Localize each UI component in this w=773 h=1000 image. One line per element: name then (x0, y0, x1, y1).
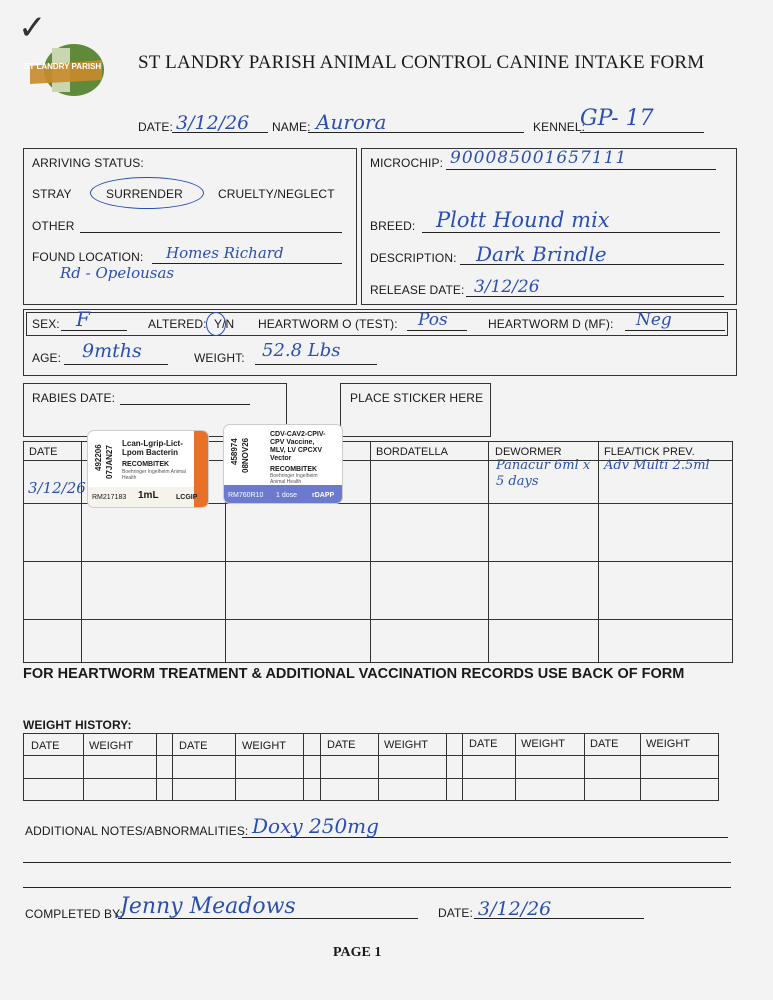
sticker2-brand: RECOMBITEK (270, 466, 318, 473)
notes-line-2 (23, 862, 731, 863)
page-number: PAGE 1 (333, 945, 382, 960)
wh-col-line-5 (303, 733, 304, 801)
vaccine-col-line-1 (81, 441, 82, 663)
sticker2-lot: 458974 (230, 438, 239, 465)
altered-value[interactable]: Y/N (214, 317, 235, 331)
weight-label: WEIGHT: (194, 351, 245, 365)
wh-col-line-2 (156, 733, 157, 801)
other-line (80, 232, 342, 233)
wh-col-line-1 (83, 733, 84, 801)
sticker2-name: CDV-CAV2-CPIV-CPV Vaccine, MLV, LV CPCXV Vector (270, 431, 326, 462)
vaccine-sticker-leptospira (88, 431, 208, 507)
found-location-label: FOUND LOCATION: (32, 250, 144, 264)
weight-history-header-line (23, 755, 719, 756)
wh-header-weight-2: WEIGHT (242, 740, 286, 752)
vaccine-col-line-4 (488, 441, 489, 663)
vaccine-header-date: DATE (29, 446, 58, 458)
vaccine-header-flea-tick: FLEA/TICK PREV. (604, 446, 695, 458)
sticker1-name: Lcan-Lgrip-Lict-Lpom Bacterin (122, 439, 183, 457)
arriving-status-label: ARRIVING STATUS: (32, 156, 144, 170)
microchip-label: MICROCHIP: (370, 156, 443, 170)
vaccine-header-dewormer: DEWORMER (495, 446, 562, 458)
vaccine-row-line-3 (23, 619, 733, 620)
stray-option[interactable]: STRAY (32, 187, 72, 201)
form-title: ST LANDRY PARISH ANIMAL CONTROL CANINE INTAKE FORM (138, 52, 705, 73)
sticker1-code: LCGIP (176, 494, 198, 501)
name-label: NAME: (272, 120, 311, 134)
date-value[interactable]: 3/12/26 (176, 112, 250, 134)
sex-label: SEX: (32, 317, 60, 331)
sticker2-maker: Boehringer Ingelheim Animal Health (270, 473, 318, 485)
back-of-form-notice: FOR HEARTWORM TREATMENT & ADDITIONAL VACCINATION RECORDS USE BACK OF FORM (23, 666, 685, 682)
sticker1-serial: RM217183 (92, 494, 127, 501)
sticker1-dose: 1mL (138, 490, 159, 501)
altered-y-circle (206, 312, 226, 336)
description-label: DESCRIPTION: (370, 251, 457, 265)
completed-by-signature[interactable]: Jenny Meadows (120, 894, 296, 919)
sticker2-serial: RM760R10 (228, 492, 264, 499)
completed-by-label: COMPLETED BY: (25, 907, 123, 921)
weight-value[interactable]: 52.8 Lbs (262, 340, 341, 361)
vaccine-row1-date[interactable]: 3/12/26 (28, 479, 86, 497)
found-location-line2[interactable]: Rd - Opelousas (60, 264, 175, 282)
sex-value[interactable]: F (76, 307, 90, 331)
wh-header-weight-5: WEIGHT (646, 738, 690, 750)
other-option[interactable]: OTHER (32, 219, 75, 233)
breed-line (422, 232, 720, 233)
wh-col-line-7 (378, 733, 379, 801)
sticker1-brand: RECOMBITEK (122, 461, 170, 468)
heartworm-d-line (625, 330, 725, 331)
age-line (64, 364, 168, 365)
wh-col-line-4 (235, 733, 236, 801)
vaccine-col-line-3 (370, 441, 371, 663)
found-location-line1[interactable]: Homes Richard (166, 244, 284, 262)
microchip-line (446, 169, 716, 170)
wh-header-date-2: DATE (179, 740, 208, 752)
breed-value[interactable]: Plott Hound mix (436, 208, 610, 232)
age-value[interactable]: 9mths (82, 340, 142, 362)
vaccine-row-line-2 (23, 561, 733, 562)
heartworm-test-value[interactable]: Pos (418, 310, 448, 330)
surrender-option[interactable]: SURRENDER (106, 187, 183, 201)
sticker2-dose: 1 dose (276, 492, 298, 499)
sex-line (61, 330, 127, 331)
cruelty-option[interactable]: CRUELTY/NEGLECT (218, 187, 335, 201)
release-date-value[interactable]: 3/12/26 (474, 277, 540, 297)
sticker1-exp: 07JAN27 (105, 445, 114, 479)
vaccine-col-line-5 (598, 441, 599, 663)
name-value[interactable]: Aurora (316, 110, 387, 134)
notes-value[interactable]: Doxy 250mg (252, 814, 379, 838)
sticker2-code: rDAPP (312, 492, 335, 499)
wh-col-line-11 (584, 733, 585, 801)
notes-label: ADDITIONAL NOTES/ABNORMALITIES: (25, 824, 249, 838)
heartworm-d-label: HEARTWORM D (MF): (488, 317, 614, 331)
surrender-circle (90, 177, 204, 209)
kennel-line (580, 132, 704, 133)
kennel-value[interactable]: GP- 17 (580, 106, 654, 131)
wh-col-line-9 (462, 733, 463, 801)
wh-header-date-5: DATE (590, 738, 619, 750)
completed-date-label: DATE: (438, 906, 473, 920)
microchip-value[interactable]: 900085001657111 (450, 148, 628, 168)
found-location-line (152, 263, 342, 264)
vaccine-row1-flea[interactable]: Adv Multi 2.5ml (604, 458, 710, 473)
wh-col-line-3 (172, 733, 173, 801)
wh-header-weight-4: WEIGHT (521, 738, 565, 750)
age-label: AGE: (32, 351, 62, 365)
wh-header-weight-3: WEIGHT (384, 739, 428, 751)
logo-text: ST LANDRY PARISH (24, 62, 102, 71)
vaccine-sticker-dapp (224, 425, 342, 503)
rabies-date-line (120, 404, 250, 405)
kennel-label: KENNEL: (533, 120, 586, 134)
notes-line-3 (23, 887, 731, 888)
vaccine-row1-dewormer[interactable]: Panacur 6ml x 5 days (496, 458, 591, 489)
wh-header-weight-1: WEIGHT (89, 740, 133, 752)
logo-graphic (22, 40, 106, 104)
weight-history-label: WEIGHT HISTORY: (23, 718, 132, 732)
rabies-date-label: RABIES DATE: (32, 391, 115, 405)
place-sticker-label: PLACE STICKER HERE (350, 391, 484, 405)
wh-col-line-8 (446, 733, 447, 801)
heartworm-d-value[interactable]: Neg (636, 310, 672, 330)
altered-label: ALTERED: (148, 317, 207, 331)
completed-date-value[interactable]: 3/12/26 (478, 898, 552, 920)
date-label: DATE: (138, 120, 173, 134)
sticker1-lot: 492206 (94, 444, 103, 471)
description-value[interactable]: Dark Brindle (476, 242, 607, 266)
wh-header-date-4: DATE (469, 738, 498, 750)
heartworm-test-label: HEARTWORM O (TEST): (258, 317, 398, 331)
weight-line (255, 364, 377, 365)
wh-col-line-12 (640, 733, 641, 801)
wh-header-date-1: DATE (31, 740, 60, 752)
parish-logo (22, 40, 106, 104)
sticker2-exp: 08NOV26 (241, 437, 250, 473)
wh-col-line-6 (320, 733, 321, 801)
heartworm-test-line (407, 330, 467, 331)
wh-header-date-3: DATE (327, 739, 356, 751)
breed-label: BREED: (370, 219, 416, 233)
sticker1-maker: Boehringer Ingelheim Animal Health (122, 469, 186, 481)
vaccine-header-bordatella: BORDATELLA (376, 446, 448, 458)
checkmark: ✓ (18, 8, 47, 48)
release-date-label: RELEASE DATE: (370, 283, 465, 297)
weight-history-row-line (23, 778, 719, 779)
wh-col-line-10 (515, 733, 516, 801)
